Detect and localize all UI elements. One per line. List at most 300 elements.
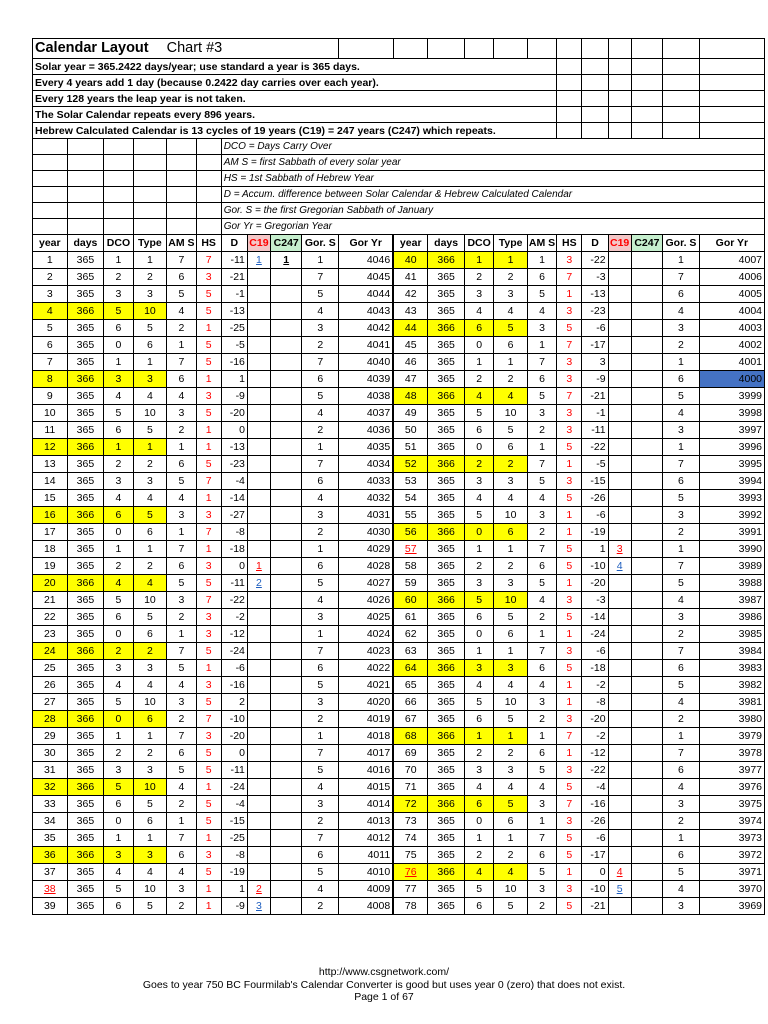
cell-gor-s: 6 <box>663 660 700 677</box>
cell-hs: 3 <box>557 405 582 422</box>
cell-gor-s: 2 <box>663 337 700 354</box>
cell-c19 <box>247 643 270 660</box>
cell-am-s: 2 <box>167 796 196 813</box>
note-row-empty-cell <box>699 107 764 123</box>
table-row <box>33 371 765 388</box>
cell-dco: 6 <box>104 507 133 524</box>
cell-c247 <box>631 252 662 269</box>
cell-am-s: 6 <box>167 847 196 864</box>
cell-d: -6 <box>582 830 608 847</box>
cell-c247 <box>631 745 662 762</box>
cell-dco: 3 <box>104 371 133 388</box>
cell-type: 4 <box>494 677 528 694</box>
note-row-empty-cell <box>582 123 608 139</box>
cell-am-s: 4 <box>527 779 556 796</box>
note-row-empty-cell <box>663 107 700 123</box>
cell-c19 <box>608 371 631 388</box>
cell-gor-s: 5 <box>663 677 700 694</box>
cell-gor-s: 4 <box>302 592 339 609</box>
cell-c247 <box>270 694 301 711</box>
cell-d: -10 <box>221 711 247 728</box>
cell-type: 3 <box>133 286 167 303</box>
cell-year: 57 <box>393 541 428 558</box>
cell-dco: 1 <box>464 830 493 847</box>
cell-am-s: 4 <box>167 303 196 320</box>
cell-am-s: 5 <box>527 388 556 405</box>
cell-year: 43 <box>393 303 428 320</box>
cell-gor-yr: 4028 <box>339 558 394 575</box>
cell-gor-yr: 4002 <box>699 337 764 354</box>
cell-days: 365 <box>428 507 465 524</box>
cell-type: 5 <box>494 898 528 915</box>
definition-row-empty-cell <box>167 155 196 171</box>
cell-hs: 1 <box>196 830 221 847</box>
cell-gor-s: 3 <box>302 609 339 626</box>
cell-dco: 2 <box>464 456 493 473</box>
cell-type: 10 <box>133 303 167 320</box>
cell-c247 <box>270 541 301 558</box>
cell-am-s: 1 <box>527 626 556 643</box>
cell-c19 <box>247 813 270 830</box>
definition-row-empty-cell <box>196 139 221 155</box>
cell-days: 365 <box>428 830 465 847</box>
cell-year: 74 <box>393 830 428 847</box>
cell-gor-s: 5 <box>302 388 339 405</box>
cell-c247 <box>270 371 301 388</box>
cell-dco: 2 <box>464 745 493 762</box>
table-row <box>33 337 765 354</box>
cell-c247 <box>631 864 662 881</box>
definition-row-empty-cell <box>33 203 68 219</box>
note-row-empty-cell <box>699 59 764 75</box>
cell-d: -11 <box>221 252 247 269</box>
cell-d: -18 <box>221 541 247 558</box>
cell-days: 366 <box>67 711 104 728</box>
cell-days: 366 <box>428 388 465 405</box>
column-header: year <box>393 235 428 252</box>
table-row <box>33 813 765 830</box>
cell-c247 <box>270 439 301 456</box>
cell-gor-s: 2 <box>663 626 700 643</box>
cell-c247 <box>270 490 301 507</box>
cell-hs: 5 <box>557 439 582 456</box>
table-row <box>33 286 765 303</box>
cell-gor-s: 2 <box>302 813 339 830</box>
table-row <box>33 303 765 320</box>
definition-row-empty-cell <box>33 219 68 235</box>
column-header: D <box>221 235 247 252</box>
cell-gor-s: 4 <box>663 881 700 898</box>
cell-gor-s: 7 <box>302 354 339 371</box>
definition-row-empty-cell <box>167 219 196 235</box>
cell-dco: 6 <box>464 796 493 813</box>
cell-days: 365 <box>428 677 465 694</box>
cell-days: 365 <box>428 609 465 626</box>
cell-gor-s: 6 <box>302 473 339 490</box>
cell-am-s: 2 <box>167 711 196 728</box>
table-row <box>33 422 765 439</box>
cell-c247 <box>631 507 662 524</box>
cell-d: -8 <box>221 524 247 541</box>
cell-d: -15 <box>221 813 247 830</box>
column-header: DCO <box>464 235 493 252</box>
column-header: Gor. S <box>302 235 339 252</box>
cell-gor-yr: 4036 <box>339 422 394 439</box>
cell-gor-yr: 4011 <box>339 847 394 864</box>
cell-type: 1 <box>133 439 167 456</box>
cell-gor-yr: 4008 <box>339 898 394 915</box>
cell-gor-yr: 3978 <box>699 745 764 762</box>
cell-type: 6 <box>494 524 528 541</box>
cell-year: 22 <box>33 609 68 626</box>
cell-days: 365 <box>67 864 104 881</box>
cell-year: 56 <box>393 524 428 541</box>
cell-dco: 4 <box>104 864 133 881</box>
cell-gor-yr: 3997 <box>699 422 764 439</box>
cell-d: -6 <box>582 320 608 337</box>
cell-days: 365 <box>428 881 465 898</box>
cell-days: 365 <box>67 728 104 745</box>
cell-c247 <box>631 490 662 507</box>
cell-days: 366 <box>428 864 465 881</box>
cell-days: 366 <box>428 728 465 745</box>
cell-type: 1 <box>133 252 167 269</box>
cell-gor-s: 4 <box>663 779 700 796</box>
cell-hs: 1 <box>557 626 582 643</box>
cell-c19 <box>247 609 270 626</box>
cell-am-s: 1 <box>167 813 196 830</box>
cell-c19 <box>608 473 631 490</box>
cell-year: 66 <box>393 694 428 711</box>
cell-hs: 5 <box>196 643 221 660</box>
cell-d: -11 <box>221 575 247 592</box>
cell-days: 365 <box>67 830 104 847</box>
cell-dco: 4 <box>464 677 493 694</box>
definition-row-empty-cell <box>167 203 196 219</box>
cell-c19 <box>608 286 631 303</box>
cell-am-s: 4 <box>527 490 556 507</box>
cell-d: -14 <box>582 609 608 626</box>
cell-c19 <box>247 303 270 320</box>
definition-row-empty-cell <box>104 139 133 155</box>
cell-hs: 7 <box>557 269 582 286</box>
cell-dco: 2 <box>104 745 133 762</box>
cell-d: -4 <box>221 796 247 813</box>
cell-type: 2 <box>133 643 167 660</box>
cell-gor-yr: 4029 <box>339 541 394 558</box>
cell-year: 53 <box>393 473 428 490</box>
cell-c19 <box>247 388 270 405</box>
cell-am-s: 3 <box>527 507 556 524</box>
cell-days: 365 <box>67 813 104 830</box>
cell-hs: 7 <box>557 337 582 354</box>
cell-gor-yr: 4005 <box>699 286 764 303</box>
cell-d: -5 <box>221 337 247 354</box>
cell-am-s: 3 <box>527 405 556 422</box>
cell-gor-yr: 4019 <box>339 711 394 728</box>
cell-type: 6 <box>133 524 167 541</box>
note-row-empty-cell <box>631 107 662 123</box>
cell-am-s: 3 <box>527 320 556 337</box>
cell-gor-s: 5 <box>302 677 339 694</box>
cell-days: 365 <box>67 269 104 286</box>
cell-dco: 3 <box>104 660 133 677</box>
cell-year: 47 <box>393 371 428 388</box>
cell-c247 <box>270 592 301 609</box>
cell-dco: 1 <box>464 354 493 371</box>
title-row-empty-cell <box>557 39 582 59</box>
cell-year: 32 <box>33 779 68 796</box>
note-row-empty-cell <box>608 123 631 139</box>
table-row <box>33 405 765 422</box>
cell-am-s: 4 <box>167 864 196 881</box>
cell-c19 <box>608 813 631 830</box>
column-header: HS <box>196 235 221 252</box>
cell-gor-s: 4 <box>302 490 339 507</box>
cell-am-s: 3 <box>167 881 196 898</box>
cell-type: 10 <box>133 881 167 898</box>
cell-type: 1 <box>494 643 528 660</box>
cell-d: -17 <box>582 847 608 864</box>
column-header: year <box>33 235 68 252</box>
cell-d: -21 <box>221 269 247 286</box>
cell-hs: 3 <box>557 592 582 609</box>
title-row-empty-cell <box>608 39 631 59</box>
cell-c19 <box>608 609 631 626</box>
title-row-empty-cell <box>494 39 528 59</box>
cell-gor-yr: 3995 <box>699 456 764 473</box>
cell-type: 5 <box>133 320 167 337</box>
cell-year: 51 <box>393 439 428 456</box>
cell-dco: 6 <box>464 609 493 626</box>
cell-dco: 5 <box>104 694 133 711</box>
cell-hs: 1 <box>196 881 221 898</box>
cell-hs: 3 <box>196 558 221 575</box>
cell-c247 <box>631 626 662 643</box>
cell-days: 365 <box>428 694 465 711</box>
cell-year: 62 <box>393 626 428 643</box>
cell-c19 <box>247 337 270 354</box>
cell-hs: 7 <box>196 473 221 490</box>
cell-days: 366 <box>67 575 104 592</box>
note-row-empty-cell <box>582 75 608 91</box>
cell-days: 365 <box>428 745 465 762</box>
cell-gor-yr: 4034 <box>339 456 394 473</box>
cell-c247 <box>631 847 662 864</box>
definition-row-empty-cell <box>33 171 68 187</box>
cell-d: -3 <box>582 269 608 286</box>
cell-c19 <box>608 626 631 643</box>
cell-c247 <box>270 286 301 303</box>
cell-c19 <box>247 694 270 711</box>
cell-days: 365 <box>67 354 104 371</box>
definition-row-empty-cell <box>67 203 104 219</box>
cell-am-s: 6 <box>527 269 556 286</box>
cell-gor-yr: 4010 <box>339 864 394 881</box>
cell-type: 2 <box>133 456 167 473</box>
cell-gor-yr: 3975 <box>699 796 764 813</box>
cell-c19 <box>247 728 270 745</box>
cell-gor-s: 6 <box>663 847 700 864</box>
cell-gor-yr: 4041 <box>339 337 394 354</box>
cell-days: 365 <box>428 303 465 320</box>
cell-c247 <box>631 286 662 303</box>
table-row <box>33 796 765 813</box>
cell-hs: 1 <box>196 660 221 677</box>
cell-c247 <box>631 643 662 660</box>
cell-type: 4 <box>133 864 167 881</box>
cell-gor-yr: 3992 <box>699 507 764 524</box>
cell-hs: 3 <box>557 354 582 371</box>
cell-year: 65 <box>393 677 428 694</box>
cell-am-s: 2 <box>527 711 556 728</box>
cell-c247 <box>270 558 301 575</box>
cell-dco: 4 <box>464 864 493 881</box>
cell-d: -14 <box>221 490 247 507</box>
cell-year: 40 <box>393 252 428 269</box>
cell-type: 4 <box>494 490 528 507</box>
cell-am-s: 5 <box>167 473 196 490</box>
cell-d: -2 <box>582 728 608 745</box>
cell-d: -24 <box>582 626 608 643</box>
cell-gor-yr: 3969 <box>699 898 764 915</box>
cell-d: -10 <box>582 558 608 575</box>
cell-days: 365 <box>67 660 104 677</box>
column-header: HS <box>557 235 582 252</box>
cell-d: 0 <box>221 745 247 762</box>
cell-gor-yr: 4042 <box>339 320 394 337</box>
note-row-empty-cell <box>557 123 582 139</box>
title-row-empty-cell <box>339 39 394 59</box>
cell-am-s: 1 <box>527 337 556 354</box>
cell-dco: 3 <box>464 575 493 592</box>
cell-gor-s: 6 <box>302 371 339 388</box>
cell-gor-yr: 3984 <box>699 643 764 660</box>
cell-dco: 4 <box>104 677 133 694</box>
cell-days: 366 <box>67 439 104 456</box>
cell-gor-yr: 3999 <box>699 388 764 405</box>
note-row-empty-cell <box>631 59 662 75</box>
cell-c19: 4 <box>608 864 631 881</box>
table-row <box>33 473 765 490</box>
cell-year: 68 <box>393 728 428 745</box>
cell-gor-s: 2 <box>663 524 700 541</box>
cell-c247 <box>270 507 301 524</box>
cell-c247 <box>631 609 662 626</box>
cell-dco: 3 <box>104 286 133 303</box>
table-row <box>33 711 765 728</box>
cell-hs: 3 <box>196 609 221 626</box>
definition-row-empty-cell <box>104 171 133 187</box>
cell-hs: 1 <box>196 779 221 796</box>
cell-am-s: 6 <box>167 456 196 473</box>
cell-hs: 5 <box>557 779 582 796</box>
cell-dco: 3 <box>464 762 493 779</box>
cell-days: 366 <box>67 507 104 524</box>
cell-hs: 5 <box>557 558 582 575</box>
cell-c247 <box>631 456 662 473</box>
cell-year: 34 <box>33 813 68 830</box>
cell-year: 24 <box>33 643 68 660</box>
cell-year: 46 <box>393 354 428 371</box>
cell-d: -9 <box>221 388 247 405</box>
cell-dco: 2 <box>464 269 493 286</box>
cell-c247 <box>631 592 662 609</box>
cell-c247 <box>631 405 662 422</box>
cell-hs: 5 <box>196 303 221 320</box>
cell-d: -8 <box>221 847 247 864</box>
cell-d: -12 <box>221 626 247 643</box>
cell-hs: 1 <box>557 507 582 524</box>
footer-url[interactable]: http://www.csgnetwork.com/ <box>318 966 450 978</box>
cell-c247 <box>631 677 662 694</box>
chart-number: Chart #3 <box>166 40 223 56</box>
cell-days: 366 <box>67 779 104 796</box>
cell-gor-yr: 3970 <box>699 881 764 898</box>
cell-dco: 2 <box>104 456 133 473</box>
cell-type: 6 <box>494 439 528 456</box>
cell-gor-yr: 3998 <box>699 405 764 422</box>
table-row <box>33 847 765 864</box>
column-header: AM S <box>167 235 196 252</box>
cell-gor-s: 7 <box>302 643 339 660</box>
table-row <box>33 745 765 762</box>
cell-type: 2 <box>494 269 528 286</box>
cell-days: 365 <box>428 269 465 286</box>
cell-c19 <box>247 660 270 677</box>
cell-c19 <box>608 422 631 439</box>
cell-gor-yr: 3977 <box>699 762 764 779</box>
cell-dco: 0 <box>104 711 133 728</box>
cell-gor-s: 2 <box>302 524 339 541</box>
cell-am-s: 7 <box>167 643 196 660</box>
cell-c19: 5 <box>608 881 631 898</box>
cell-gor-s: 3 <box>302 796 339 813</box>
cell-type: 1 <box>494 354 528 371</box>
cell-c19 <box>608 439 631 456</box>
cell-dco: 5 <box>464 405 493 422</box>
column-header: C19 <box>608 235 631 252</box>
note-row-empty-cell <box>631 123 662 139</box>
cell-year: 41 <box>393 269 428 286</box>
cell-type: 1 <box>133 354 167 371</box>
cell-d: -13 <box>582 286 608 303</box>
definition-row-empty-cell <box>104 203 133 219</box>
cell-c19 <box>247 286 270 303</box>
cell-year: 37 <box>33 864 68 881</box>
cell-gor-s: 5 <box>663 864 700 881</box>
cell-gor-yr: 3971 <box>699 864 764 881</box>
cell-c247 <box>631 371 662 388</box>
definition-row-empty-cell <box>33 187 68 203</box>
cell-dco: 1 <box>104 354 133 371</box>
cell-dco: 2 <box>104 558 133 575</box>
cell-days: 365 <box>428 643 465 660</box>
cell-dco: 1 <box>104 728 133 745</box>
cell-c19 <box>608 524 631 541</box>
cell-type: 3 <box>133 371 167 388</box>
table-row <box>33 660 765 677</box>
cell-type: 4 <box>494 864 528 881</box>
cell-days: 365 <box>67 745 104 762</box>
cell-gor-s: 7 <box>302 269 339 286</box>
cell-am-s: 4 <box>527 303 556 320</box>
cell-c247 <box>270 643 301 660</box>
cell-d: -2 <box>221 609 247 626</box>
cell-dco: 1 <box>464 541 493 558</box>
definition-row-empty-cell <box>67 219 104 235</box>
cell-d: -20 <box>582 711 608 728</box>
